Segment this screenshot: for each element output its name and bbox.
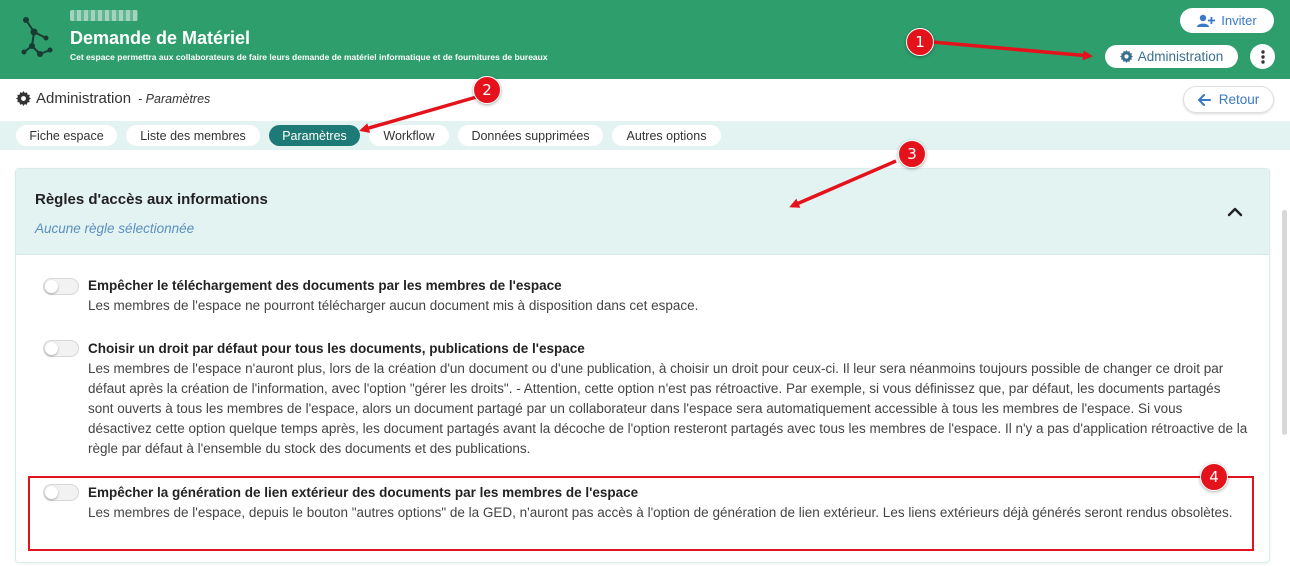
scrollbar-thumb[interactable] bbox=[1282, 210, 1287, 435]
annotation-badge-4: 4 bbox=[1200, 463, 1228, 491]
more-options-button[interactable] bbox=[1250, 44, 1275, 69]
arrow-left-icon bbox=[1198, 94, 1211, 106]
panel-title: Règles d'accès aux informations bbox=[35, 191, 268, 208]
tab-fiche-espace[interactable]: Fiche espace bbox=[16, 125, 117, 146]
app-logo-icon bbox=[18, 14, 60, 62]
tab-liste-des-membres[interactable]: Liste des membres bbox=[126, 125, 260, 146]
tab-autres-options[interactable]: Autres options bbox=[612, 125, 721, 146]
option-description: Les membres de l'espace ne pourront télécharger aucun document mis à disposition dans cet espace. bbox=[88, 298, 699, 313]
option-title: Empêcher le téléchargement des documents par les membres de l'espace bbox=[88, 278, 562, 293]
annotation-badge-3: 3 bbox=[898, 140, 926, 168]
app-header bbox=[0, 0, 1290, 79]
page-heading bbox=[16, 90, 210, 107]
administration-button[interactable] bbox=[1105, 45, 1238, 68]
tab-workflow[interactable]: Workflow bbox=[369, 125, 449, 146]
option-prevent-download bbox=[88, 276, 1248, 316]
tab-donnees-supprimees[interactable]: Données supprimées bbox=[458, 125, 603, 146]
panel-subtitle: Aucune règle sélectionnée bbox=[35, 221, 195, 236]
gear-icon bbox=[1120, 50, 1133, 63]
toggle-default-right[interactable] bbox=[43, 340, 79, 357]
invite-button[interactable] bbox=[1180, 8, 1274, 33]
option-title: Choisir un droit par défaut pour tous les documents, publications de l'espace bbox=[88, 341, 585, 356]
option-description: Les membres de l'espace, depuis le bouton "autres options" de la GED, n'auront pas accès à l'option de génération de lien extérieur. Les liens extérieurs déjà générés seront rendus obsolètes. bbox=[88, 505, 1233, 520]
tab-bar bbox=[0, 121, 1290, 150]
app-subtitle: Cet espace permettra aux collaborateurs de faire leurs demande de matériel informatique et de fournitures de bureaux bbox=[70, 52, 548, 62]
annotation-badge-1: 1 bbox=[906, 28, 934, 56]
page-breadcrumb: - Paramètres bbox=[138, 91, 211, 106]
option-description: Les membres de l'espace n'auront plus, lors de la création d'un document ou d'une publication, à choisir un droit pour ceux-ci. Il leur sera néanmoins toujours possible de changer ce droit par défaut après la création de l'information, avec l'option "gérer les droits". - Attention, cette option n'est pas rétroactive. Par exemple, si vous définissez que, par défaut, les documents partagés sont ouverts à tous les membres de l'espace, alors un document partagé par un collaborateur dans l'espace sera automatiquement accessible à tous les membres de l'espace. Si vous désactivez cette option quelque temps après, les document partagés avant la décoche de l'option resteront partagés avec tous les membres de l'espace. Il n'y a pas d'application rétroactive de la règle par défaut à l'ensemble du stock des documents et des publications. bbox=[88, 361, 1248, 456]
add-user-icon bbox=[1197, 14, 1215, 28]
option-default-right bbox=[88, 339, 1248, 459]
back-button[interactable] bbox=[1183, 86, 1274, 113]
page-title: Administration bbox=[36, 90, 132, 107]
toggle-prevent-download[interactable] bbox=[43, 278, 79, 295]
chevron-up-icon[interactable] bbox=[1227, 205, 1243, 217]
blurred-breadcrumb bbox=[70, 10, 138, 21]
access-rules-panel-header[interactable] bbox=[16, 169, 1269, 255]
tab-parametres[interactable]: Paramètres bbox=[269, 125, 360, 146]
option-title: Empêcher la génération de lien extérieur des documents par les membres de l'espace bbox=[88, 485, 639, 500]
back-label: Retour bbox=[1218, 92, 1260, 107]
highlight-box bbox=[28, 476, 1254, 551]
administration-label: Administration bbox=[1137, 49, 1224, 64]
vertical-dots-icon bbox=[1261, 50, 1265, 64]
app-title: Demande de Matériel bbox=[70, 28, 251, 48]
gear-icon bbox=[16, 91, 31, 106]
annotation-badge-2: 2 bbox=[473, 76, 501, 104]
invite-label: Inviter bbox=[1221, 13, 1257, 28]
